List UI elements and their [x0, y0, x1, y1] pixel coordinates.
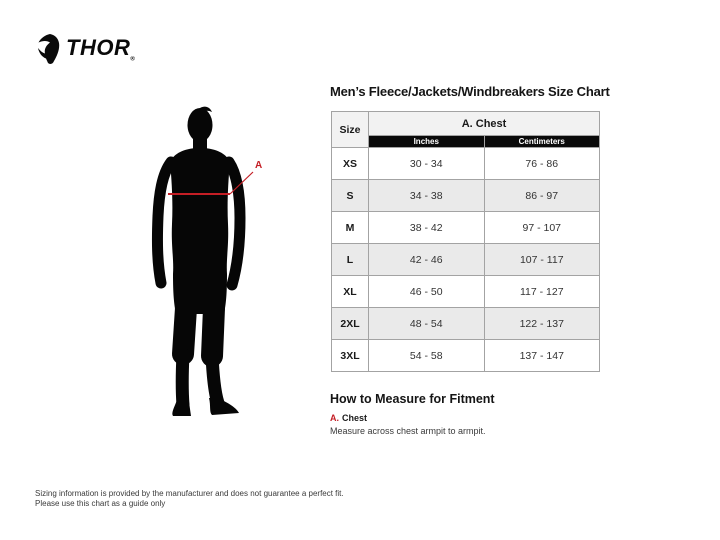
- disclaimer-line-1: Sizing information is provided by the manufacturer and does not guarantee a perfect fit.: [35, 489, 344, 498]
- registered-mark: ®: [130, 56, 136, 63]
- thor-goat-icon: [36, 34, 62, 64]
- inches-value: 38 - 42: [369, 212, 485, 244]
- table-header-row: [332, 112, 600, 136]
- body-measurement-figure: [146, 104, 282, 422]
- centimeters-column-header: Centimeters: [484, 136, 600, 148]
- unit-header-row: [332, 136, 600, 148]
- centimeters-value: 76 - 86: [484, 148, 600, 180]
- size-label: 2XL: [332, 308, 369, 340]
- table-row-xs: [332, 148, 600, 180]
- measure-label-name: Chest: [342, 413, 368, 423]
- size-label: XS: [332, 148, 369, 180]
- centimeters-value: 137 - 147: [484, 340, 600, 372]
- inches-value: 48 - 54: [369, 308, 485, 340]
- size-label: 3XL: [332, 340, 369, 372]
- size-label: XL: [332, 276, 369, 308]
- table-row-s: [332, 180, 600, 212]
- inches-value: 54 - 58: [369, 340, 485, 372]
- inches-value: 42 - 46: [369, 244, 485, 276]
- disclaimer-line-2: Please use this chart as a guide only: [35, 499, 166, 508]
- centimeters-value: 97 - 107: [484, 212, 600, 244]
- centimeters-value: 86 - 97: [484, 180, 600, 212]
- measure-section-heading: How to Measure for Fitment: [330, 392, 495, 406]
- inches-column-header: Inches: [369, 136, 485, 148]
- table-row-l: [332, 244, 600, 276]
- size-chart-table-container: [331, 111, 600, 372]
- chest-group-header: A. Chest: [369, 112, 600, 136]
- size-label: S: [332, 180, 369, 212]
- table-row-xl: [332, 276, 600, 308]
- page-title: Men’s Fleece/Jackets/Windbreakers Size Chart: [330, 84, 610, 99]
- inches-value: 46 - 50: [369, 276, 485, 308]
- measure-label-a-chest: [330, 413, 367, 423]
- table-row-2xl: [332, 308, 600, 340]
- measure-label-letter: A.: [330, 413, 339, 423]
- inches-value: 34 - 38: [369, 180, 485, 212]
- measure-description: Measure across chest armpit to armpit.: [330, 426, 486, 436]
- inches-value: 30 - 34: [369, 148, 485, 180]
- male-silhouette-graphic: [146, 104, 282, 422]
- size-chart-table: [331, 111, 600, 372]
- size-label: L: [332, 244, 369, 276]
- brand-logo: [36, 34, 135, 64]
- size-label: M: [332, 212, 369, 244]
- brand-name: $THOR_®$: [66, 35, 136, 63]
- table-row-m: [332, 212, 600, 244]
- table-row-3xl: [332, 340, 600, 372]
- chest-marker-label: A: [255, 160, 263, 171]
- centimeters-value: 117 - 127: [484, 276, 600, 308]
- centimeters-value: 107 - 117: [484, 244, 600, 276]
- size-column-header: Size: [332, 112, 369, 148]
- sizing-disclaimer: [35, 489, 344, 509]
- centimeters-value: 122 - 137: [484, 308, 600, 340]
